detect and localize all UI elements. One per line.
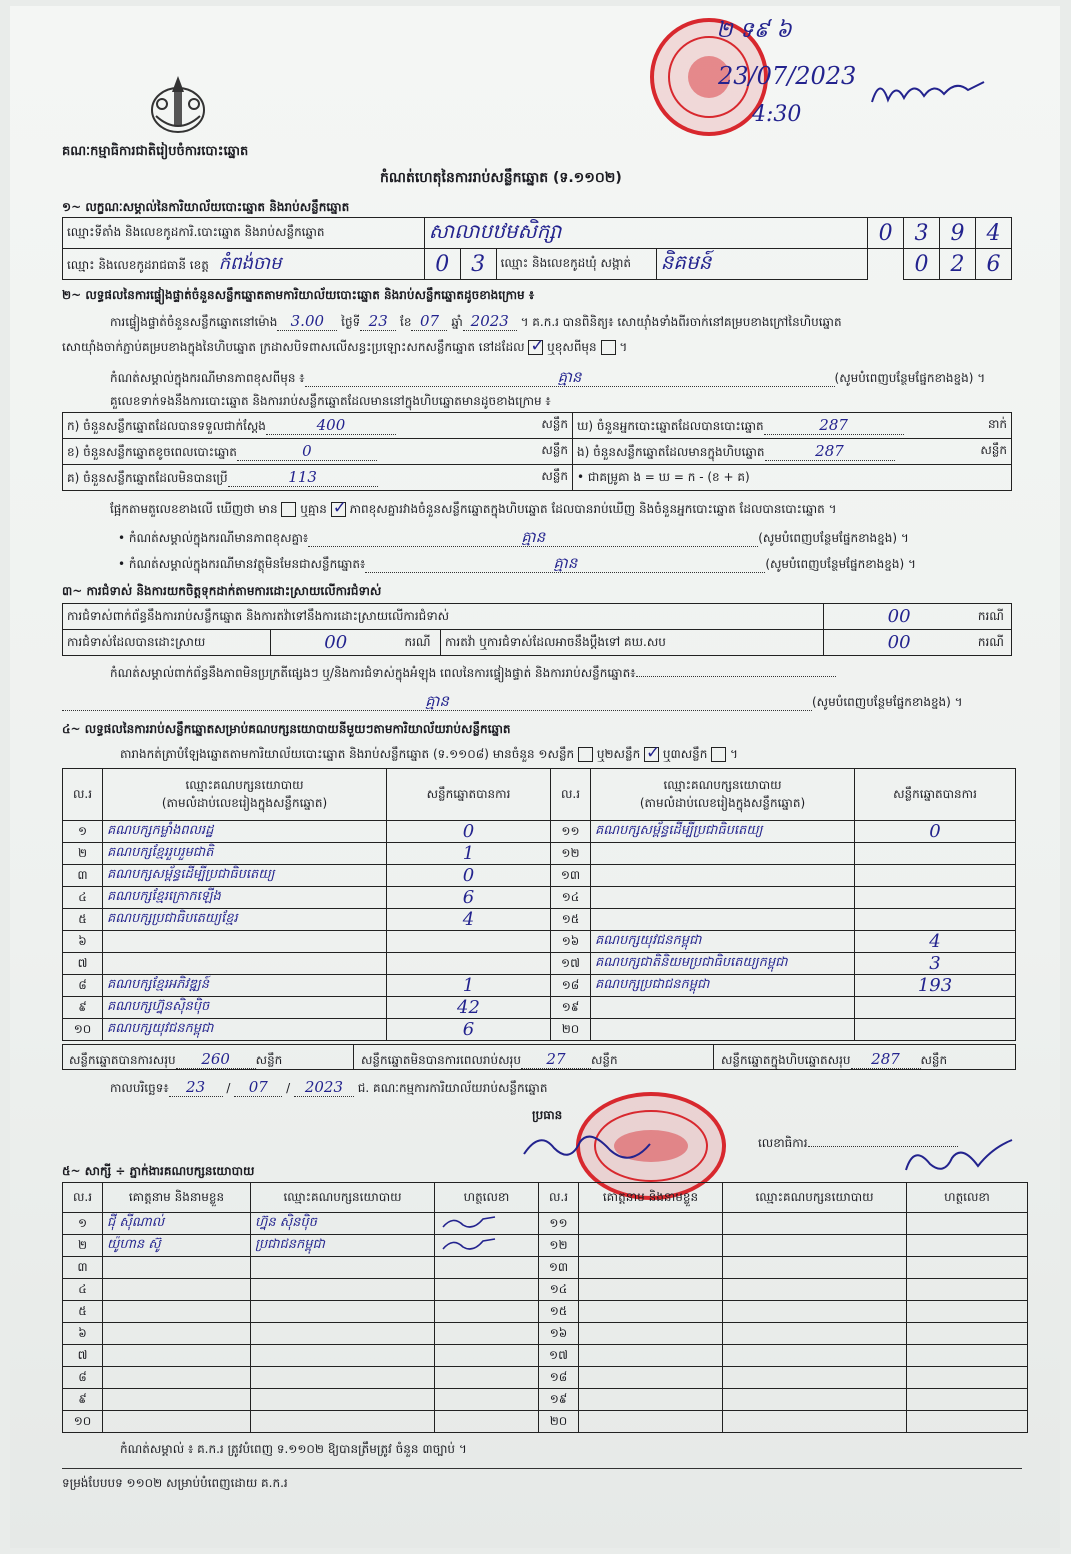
secretary-line: លេខាធិការ — [758, 1136, 958, 1150]
party-votes: 193 — [917, 975, 953, 996]
row-number: ៥ — [78, 1303, 87, 1318]
row-number: ១០ — [73, 1021, 92, 1036]
office-name: សាលាបឋមសិក្សា — [428, 219, 562, 243]
row-number: ២ — [77, 1237, 88, 1252]
table-row — [63, 931, 1016, 953]
ballots-unused-row: គ) ចំនួនសន្លឹកឆ្នោតដែលមិនបានប្រើ 113 សន្លឹក — [63, 465, 573, 491]
seal-note-value: គ្មាន — [557, 368, 582, 386]
date-line: កាលបរិច្ឆេទ៖ 23 / 07 / 2023 ជ. គណៈកម្មការការិយាល័យរាប់សន្លឹកឆ្នោត — [110, 1078, 548, 1096]
table-row — [63, 1235, 1028, 1257]
row-number: ១៨ — [561, 977, 580, 992]
party-name: គណបក្សហ្វ៊ុនស៊ិនប៉ិច — [107, 999, 210, 1014]
party-votes: 0 — [929, 821, 941, 842]
row-number: ១៣ — [560, 867, 581, 882]
row-number: ១៥ — [549, 1303, 568, 1318]
row-number: ៨ — [78, 977, 87, 992]
office-code-digit: 4 — [975, 218, 1011, 249]
objection-table: ការជំទាស់ពាក់ព័ន្ធនឹងការរាប់សន្លឹកឆ្នោត និងការតវ៉ាទៅនឹងការដោះស្រាយលើការជំទាស់ 00 ករណី ការជំទាស់ដែលបានដោះស្រាយ 00 ករណី ការតវ៉ា ឬការជំទាស់ដែលអាចនឹងប្តឹងទៅ គឃ.សប 00 ករណី — [62, 603, 1012, 656]
table-row — [63, 1389, 1028, 1411]
office-label: ឈ្មោះទីតាំង និងលេខកូដការិ.បោះឆ្នោត និងរាប់សន្លឹកឆ្នោត — [63, 218, 425, 249]
table-row — [63, 1257, 1028, 1279]
difference-note-line: • កំណត់សម្គាល់ក្នុងករណីមានភាពខុសគ្នា៖ គ្មាន (សូមបំពេញបន្ថែមផ្នែកខាងខ្នង) ។ — [118, 528, 909, 546]
province-code-digit: 0 — [424, 249, 460, 280]
party-votes: 1 — [462, 975, 475, 996]
ballot-count-table — [62, 412, 1012, 491]
party-votes: 4 — [462, 909, 475, 930]
section2-heading: ២~ លទ្ធផលនៃការផ្ទៀងផ្ទាត់ចំនួនសន្លឹកឆ្នោតតាមការិយាល័យបោះឆ្នោត និងរាប់សន្លឹកឆ្នោតដូចខាងក្រោម ៖ — [62, 288, 535, 302]
commune-name-cell — [656, 249, 868, 280]
party-votes: 0 — [462, 865, 475, 886]
commune-code-digit: 0 — [904, 249, 940, 280]
row-number: ៤ — [78, 1281, 87, 1296]
table-row — [63, 887, 1016, 909]
row-number: ២០ — [561, 1021, 580, 1036]
seal-note-line: កំណត់សម្គាល់ក្នុងករណីមានភាពខុសពីមុន ៖ គ្មាន (សូមបំពេញបន្ថែមផ្នែកខាងខ្នង) ។ — [110, 368, 986, 386]
objection-count: 00 — [887, 606, 911, 627]
sheets-1-checkbox[interactable] — [578, 747, 593, 762]
party-name: គណបក្សជាតិនិយមប្រជាធិបតេយ្យកម្ពុជា — [595, 955, 788, 970]
office-name-cell — [424, 218, 867, 249]
table-row — [63, 909, 1016, 931]
witness-name: យ៉ូហាន ស៊ូ — [107, 1237, 161, 1252]
section3-heading: ៣~ ការជំទាស់ និងការយកចិត្តទុកដាក់តាមការដោះស្រាយលើការជំទាស់ — [62, 584, 382, 598]
table-row — [63, 953, 1016, 975]
seal-different-checkbox[interactable] — [601, 340, 616, 355]
seal-check-line: ការផ្ទៀងផ្ទាត់ចំនួនសន្លឹកឆ្នោតនៅម៉ោង 3.00 ថ្ងៃទី 23 ខែ 07 ឆ្នាំ 2023 ។ គ.ក.រ បានពិនិត្យ៖ សោយ៉ាំងទាំងពីរចាក់នៅគម្របខាងក្រៅនៃហិបឆ្នោត — [110, 312, 842, 330]
commune-code-digit: 6 — [975, 249, 1011, 280]
party-name: គណបក្សប្រជាជនកម្ពុជា — [595, 977, 710, 992]
row-number: ១ — [77, 1215, 88, 1230]
total-in-box: 287 — [871, 1050, 900, 1068]
party-votes: 6 — [462, 1019, 475, 1040]
party-name: គណបក្សយុវជនកម្ពុជា — [595, 933, 702, 948]
check-year: 2023 — [470, 312, 509, 330]
ballots-in-box-row: ង) ចំនួនសន្លឹកឆ្នោតដែលមានក្នុងហិបឆ្នោត 287 សន្លឹក — [573, 439, 1012, 465]
row-number: ៧ — [77, 955, 88, 970]
check-time: 3.00 — [290, 312, 325, 330]
party-results-table: ល.រ ឈ្មោះគណបក្សនយោបាយ (តាមលំដាប់លេខរៀងក្នុងសន្លឹកឆ្នោត) សន្លឹកឆ្នោតបានការ ល.រ ឈ្មោះគណបក្សនយោបាយ (តាមលំដាប់លេខរៀងក្នុងសន្លឹកឆ្នោត) សន្លឹកឆ្នោតបានការ ១ គណបក្សកម្លាំងពលរដ្ឋ 0 ១១ គណបក្សសម្ព័ន្ធដើម្បីប្រជាធិបតេយ្យ 0 ២ គណបក្សខ្មែររួបរួមជាតិ 1 ១២ ៣ គណបក្សសម្ព័ន្ធដើម្បីប្រជាធិបតេយ្យ 0 ១៣ ៤ គណបក្សខ្មែរក្រោកឡើង 6 ១៤ ៥ គណបក្សប្រជាធិបតេយ្យខ្មែរ 4 ១៥ ៦ ១៦ គណបក្សយុវជនកម្ពុជា 4 ៧ ១៧ គណបក្សជាតិនិយមប្រជាធិបតេយ្យកម្ពុជា 3 ៨ គណបក្សខ្មែរអភិវឌ្ឍន៍ 1 ១៨ គណបក្សប្រជាជនកម្ពុជា 193 ៩ គណបក្សហ្វ៊ុនស៊ិនប៉ិច 42 ១៩ ១០ គណបក្សយុវជនកម្ពុជា 6 ២០ — [62, 768, 1016, 1041]
footnote: កំណត់សម្គាល់ ៖ គ.ក.រ ត្រូវបំពេញ ទ.១១០២ ឱ្យបានត្រឹមត្រូវ ចំនួន ៣ច្បាប់ ។ — [120, 1442, 467, 1456]
row-number: ៣ — [77, 1259, 88, 1274]
commune-name: និគមន៍ — [660, 250, 712, 274]
row-number: ១៦ — [561, 933, 580, 948]
party-name: គណបក្សខ្មែររួបរួមជាតិ — [107, 845, 214, 860]
party-name: គណបក្សខ្មែរអភិវឌ្ឍន៍ — [107, 977, 210, 992]
party-name: គណបក្សកម្លាំងពលរដ្ឋ — [107, 823, 214, 838]
witness-party: ប្រជាជនកម្ពុជា — [255, 1237, 325, 1252]
office-code-digit: 3 — [904, 218, 940, 249]
table-row — [63, 1019, 1016, 1041]
voters-voted-row: ឃ) ចំនួនអ្នកបោះឆ្នោតដែលបានបោះឆ្នោត 287 នាក់ — [573, 413, 1012, 439]
table-row — [63, 1345, 1028, 1367]
commune-code-digit: 2 — [940, 249, 976, 280]
party-name: គណបក្សប្រជាធិបតេយ្យខ្មែរ — [107, 911, 238, 926]
document-page — [10, 6, 1060, 1548]
province-name: កំពង់ចាម — [218, 252, 282, 274]
table-row — [63, 1301, 1028, 1323]
difference-yes-checkbox[interactable] — [281, 502, 296, 517]
irregularity-note-line: គ្មាន (សូមបំពេញបន្ថែមផ្នែកខាងខ្នង) ។ — [62, 692, 963, 711]
row-number: ១៤ — [549, 1281, 568, 1296]
sheets-2-checkbox[interactable] — [644, 747, 659, 762]
row-number: ២ — [77, 845, 88, 860]
row-number: ២០ — [549, 1413, 568, 1428]
row-number: ១៩ — [561, 999, 580, 1014]
president-label: ប្រធាន — [532, 1108, 563, 1122]
witness-name: ជ៉ី ស៊ីណាល់ — [107, 1215, 165, 1230]
total-invalid: 27 — [546, 1050, 566, 1068]
row-number: ៨ — [78, 1369, 87, 1384]
results-totals-row: សន្លឹកឆ្នោតបានការសរុប 260 សន្លឹក សន្លឹកឆ្នោតមិនបានការពេលរាប់សរុប 27 សន្លឹក សន្លឹកឆ្នោតក្នុងហិបឆ្នោតសរុប 287 សន្លឹក — [62, 1044, 1016, 1070]
province-code-digit: 3 — [460, 249, 496, 280]
row-number: ១៧ — [561, 955, 580, 970]
party-votes: 4 — [929, 931, 941, 952]
party-name: គណបក្សខ្មែរក្រោកឡើង — [107, 889, 221, 904]
stamp-note-number: ២ ទ៩ ៦ — [716, 18, 792, 43]
table-row — [63, 821, 1016, 843]
row-number: ១៩ — [549, 1391, 568, 1406]
table-row — [63, 843, 1016, 865]
form-title: កំណត់ហេតុនៃការរាប់សន្លឹកឆ្នោត (ទ.១១០២) — [380, 170, 622, 186]
row-number: ៩ — [78, 1391, 87, 1406]
party-votes: 42 — [457, 997, 480, 1018]
row-number: ១១ — [561, 823, 580, 838]
secretary-signature — [900, 1136, 1020, 1182]
party-votes: 6 — [462, 887, 475, 908]
footer-text: ទម្រង់បែបបទ ១១០២ សម្រាប់បំពេញដោយ គ.ក.រ — [62, 1476, 288, 1490]
section5-heading: ៥~ សាក្សី ÷ ភ្នាក់ងារគណបក្សនយោបាយ — [62, 1164, 255, 1178]
formula-row: • ជាគម្រូគា ង = ឃ = ក - (ខ + គ) — [573, 465, 1012, 491]
row-number: ៥ — [78, 911, 87, 926]
check-day: 23 — [368, 312, 388, 330]
party-votes: 3 — [929, 953, 941, 974]
row-number: ៦ — [78, 1325, 87, 1340]
party-name: គណបក្សសម្ព័ន្ធដើម្បីប្រជាធិបតេយ្យ — [107, 867, 275, 882]
row-number: ១២ — [549, 1237, 568, 1252]
row-number: ១៧ — [549, 1347, 568, 1362]
row-number: ១៣ — [548, 1259, 569, 1274]
national-emblem-icon — [146, 70, 210, 136]
party-votes: 0 — [462, 821, 475, 842]
stamp-note-date: 23/07/2023 — [718, 62, 857, 90]
witness-signature-mark — [439, 1235, 499, 1253]
signature-top — [868, 72, 988, 112]
witness-signature-mark — [439, 1213, 499, 1231]
office-code-digit: 0 — [868, 218, 904, 249]
object-note-line: • កំណត់សម្គាល់ក្នុងករណីមានវត្ថុមិនមែនជាសន្លឹកឆ្នោត៖ គ្មាន (សូមបំពេញបន្ថែមផ្នែកខាងខ្នង) ។ — [118, 554, 916, 572]
row-number: ៤ — [78, 889, 87, 904]
seal-state-line: សោយ៉ាំងចាក់ភ្ជាប់គម្របខាងក្នុងនៃហិបឆ្នោត ក្រដាសបិទពាសលើសន្ធះប្រឡោះសកសន្លឹកឆ្នោត នៅដដែល ✓ ឬខុសពីមុន ។ — [62, 340, 627, 355]
difference-no-checkbox[interactable] — [331, 502, 346, 517]
office-code-digit: 9 — [940, 218, 976, 249]
witness-party: ហ្វ៊ុន ស៊ិនប៉ិច — [255, 1215, 317, 1230]
stamp-note-time: 4:30 — [752, 102, 802, 127]
sheets-3-checkbox[interactable] — [711, 747, 726, 762]
resolved-count: 00 — [324, 632, 348, 653]
row-number: ១០ — [73, 1413, 92, 1428]
difference-line: ផ្អែកតាមតួលេខខាងលើ ឃើញថា មាន ឬគ្មាន ✓ ភាពខុសគ្នារវាងចំនួនសន្លឹកឆ្នោតក្នុងហិបឆ្នោត ដែលបានរាប់ឃើញ និងចំនួនអ្នកបោះឆ្នោត ដែលបានបោះឆ្នោត ។ — [110, 502, 837, 517]
footer-divider — [62, 1468, 1022, 1469]
row-number: ១៨ — [549, 1369, 568, 1384]
table-row — [63, 1213, 1028, 1235]
president-signature — [520, 1124, 670, 1174]
row-number: ១៤ — [561, 889, 580, 904]
check-month: 07 — [419, 312, 440, 330]
table-row — [63, 865, 1016, 887]
row-number: ១៦ — [549, 1325, 568, 1340]
section4-heading: ៤~ លទ្ធផលនៃការរាប់សន្លឹកឆ្នោតសម្រាប់គណបក្សនយោបាយនីមួយៗតាមការិយាល័យរាប់សន្លឹកឆ្នោត — [62, 722, 511, 736]
row-number: ៦ — [78, 933, 87, 948]
section1-heading: ១~ លក្ខណៈសម្គាល់នៃការិយាល័យបោះឆ្នោត និងរាប់សន្លឹកឆ្នោត — [62, 200, 350, 214]
ballots-received-row: ក) ចំនួនសន្លឹកឆ្នោតដែលបានទទួលជាក់ស្តែង 400 សន្លឹក — [63, 413, 573, 439]
ballots-spoiled-row: ខ) ចំនួនសន្លឹកឆ្នោតខូចពេលបោះឆ្នោត 0 សន្លឹក — [63, 439, 573, 465]
witness-table: ល.រ គោត្តនាម និងនាមខ្លួន ឈ្មោះគណបក្សនយោបាយ ហត្ថលេខា ល.រ គោត្តនាម និងនាមខ្លួន ឈ្មោះគណបក្សនយោបាយ ហត្ថលេខា ១ ជ៉ី ស៊ីណាល់ ហ្វ៊ុន ស៊ិនប៉ិច ១១ ២ យ៉ូហាន ស៊ូ ប្រជាជនកម្ពុជា ១២ ៣ ១៣ ៤ ១៤ ៥ ១៥ ៦ ១៦ ៧ ១៧ ៨ ១៨ ៩ ១៩ ១០ ២០ — [62, 1182, 1028, 1433]
section1-table — [62, 217, 1012, 280]
table-row — [63, 975, 1016, 997]
row-number: ១ — [77, 823, 88, 838]
row-number: ១២ — [561, 845, 580, 860]
row-number: ៧ — [77, 1347, 88, 1362]
irregularity-note-label: កំណត់សម្គាល់ពាក់ព័ន្ធនឹងភាពមិនប្រក្រតីផ្សេងៗ ឬ/និងការជំទាស់ក្នុងអំឡុង ពេលនៃការផ្ទៀងផ្ទាត់ និងការរាប់សន្លឹកឆ្នោត៖ — [110, 666, 836, 680]
seal-same-checkbox[interactable] — [528, 340, 543, 355]
commune-label: ឈ្មោះ និងលេខកូដឃុំ សង្កាត់ — [496, 249, 656, 280]
table-row — [63, 1279, 1028, 1301]
appeal-count: 00 — [887, 632, 911, 653]
table-row — [63, 1323, 1028, 1345]
committee-name: គណៈកម្មាធិការជាតិរៀបចំការបោះឆ្នោត — [62, 144, 249, 159]
figures-intro: គួលេខទាក់ទងនឹងការបោះឆ្នោត និងការរាប់សន្លឹកឆ្នោតដែលមាននៅក្នុងហិបឆ្នោតមានដូចខាងក្រោម ៖ — [110, 394, 551, 408]
table-row — [63, 1367, 1028, 1389]
sheet-count-line: តារាងកត់ត្រាបំឡែងឆ្នោតតាមការិយាល័យបោះឆ្នោត និងរាប់សន្លឹកឆ្នោត (ទ.១១០៨) មានចំនួន ១សន្លឹក ឬ២សន្លឹក ✓ ឬ៣សន្លឹក ។ — [120, 747, 738, 762]
total-valid: 260 — [201, 1050, 230, 1068]
table-row — [63, 997, 1016, 1019]
table-row — [63, 1411, 1028, 1433]
province-cell: ឈ្មោះ និងលេខកូដរាជធានី ខេត្ត កំពង់ចាម — [63, 249, 425, 280]
row-number: ១១ — [549, 1215, 568, 1230]
party-votes: 1 — [462, 843, 475, 864]
row-number: ១៥ — [561, 911, 580, 926]
row-number: ៣ — [77, 867, 88, 882]
party-name: គណបក្សសម្ព័ន្ធដើម្បីប្រជាធិបតេយ្យ — [595, 823, 763, 838]
party-name: គណបក្សយុវជនកម្ពុជា — [107, 1021, 214, 1036]
row-number: ៩ — [78, 999, 87, 1014]
